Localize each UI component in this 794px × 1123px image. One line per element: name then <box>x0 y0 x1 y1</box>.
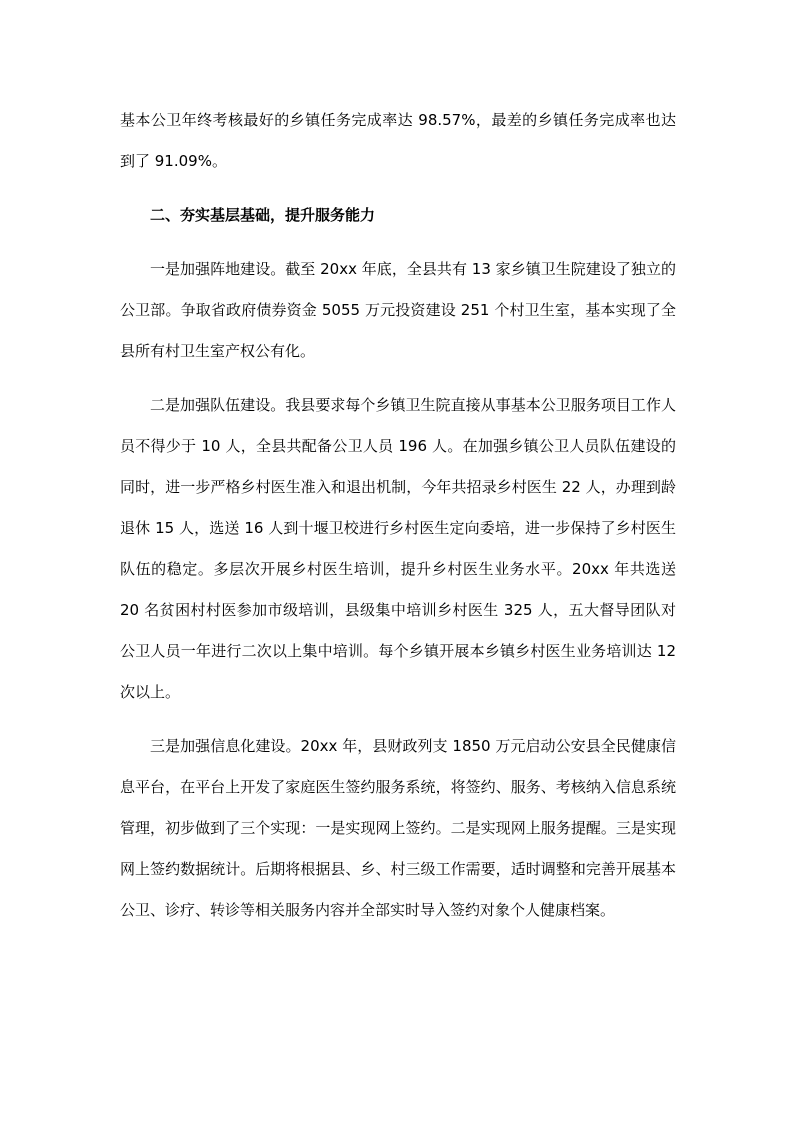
paragraph-completion-rate: 基本公卫年终考核最好的乡镇任务完成率达 98.57%，最差的乡镇任务完成率也达到了 91.09%。 <box>120 111 676 170</box>
paragraph-gap <box>120 182 676 195</box>
section-heading: 二、夯实基层基础，提升服务能力 <box>150 206 376 224</box>
paragraph-facility-construction: 一是加强阵地建设。截至 20xx 年底，全县共有 13 家乡镇卫生院建设了独立的公卫部。争取省政府债券资金 5055 万元投资建设 251 个村卫生室，基本实现了全县所有村卫生室产权公有化。 <box>120 260 676 360</box>
paragraph-gap <box>120 236 676 249</box>
paragraph-gap <box>120 372 676 385</box>
paragraph-gap <box>120 713 676 726</box>
paragraph-team-construction: 二是加强队伍建设。我县要求每个乡镇卫生院直接从事基本公卫服务项目工作人员不得少于 10 人，全县共配备公卫人员 196 人。在加强乡镇公卫人员队伍建设的同时，进一步严格乡村医生准入和退出机制，今年共招录乡村医生 22 人，办理到龄退休 15 人，选送 16 人到十堰卫校进行乡村医生定向委培，进一步保持了乡村医生队伍的稳定。多层次开展乡村医生培训，提升乡村医生业务水平。20xx 年共选送 20 名贫困村村医参加市级培训，县级集中培训乡村医生 325 人，五大督导团队对公卫人员一年进行二次以上集中培训。每个乡镇开展本乡镇乡村医生业务培训达 12 次以上。 <box>120 396 676 701</box>
paragraph-information-construction: 三是加强信息化建设。20xx 年，县财政列支 1850 万元启动公安县全民健康信息平台，在平台上开发了家庭医生签约服务系统，将签约、服务、考核纳入信息系统管理，初步做到了三个实现：一是实现网上签约。二是实现网上服务提醒。三是实现网上签约数据统计。后期将根据县、乡、村三级工作需要，适时调整和完善开展基本公卫、诊疗、转诊等相关服务内容并全部实时导入签约对象个人健康档案。 <box>120 737 676 919</box>
document-body <box>120 100 676 931</box>
